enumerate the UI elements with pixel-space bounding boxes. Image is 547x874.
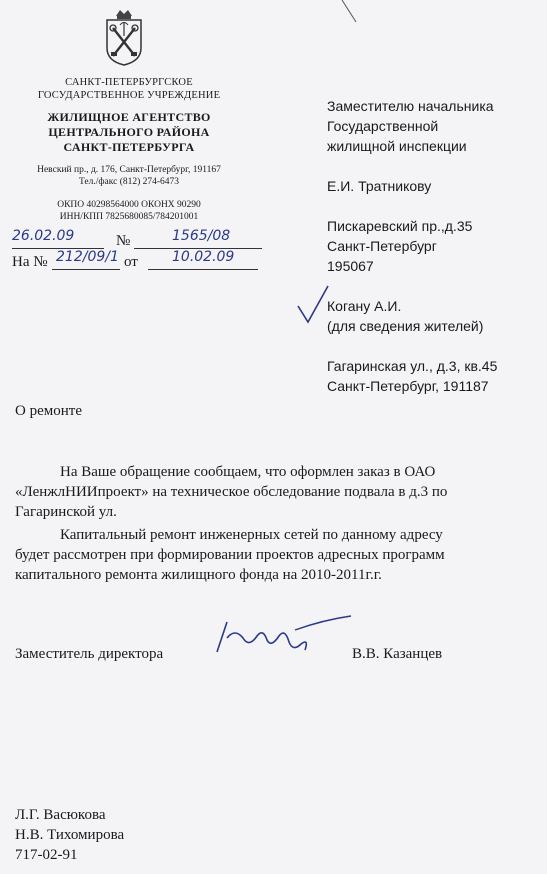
- org-name-line2: ЦЕНТРАЛЬНОГО РАЙОНА: [48, 125, 210, 139]
- recipient-line: Гагаринская ул., д.3, кв.45: [327, 358, 498, 374]
- ref-no-line: [52, 269, 120, 270]
- signer-position: Заместитель директора: [15, 646, 164, 662]
- check-mark-icon: [296, 284, 330, 324]
- body-p2-line2: будет рассмотрен при формировании проектов адресных программ: [15, 547, 445, 563]
- ref-no-handwritten: 212/09/1: [56, 249, 119, 265]
- recipient-line: Санкт-Петербург: [327, 238, 437, 254]
- org-type-line1: САНКТ-ПЕТЕРБУРГСКОЕ: [65, 77, 193, 88]
- recipient-line: Санкт-Петербург, 191187: [327, 378, 489, 394]
- recipient-block: [327, 96, 497, 396]
- body-p1-line3: Гагаринской ул.: [15, 504, 117, 520]
- signer-name: В.В. Казанцев: [352, 646, 443, 662]
- ref-from-handwritten: 10.02.09: [172, 249, 235, 265]
- recipient-line: Государственной: [327, 118, 439, 134]
- body-p2-line1: Капитальный ремонт инженерных сетей по данному адресу: [60, 527, 443, 543]
- corner-stroke-mark: [340, 0, 360, 24]
- subject: О ремонте: [15, 403, 82, 419]
- ref-from-label: от: [124, 254, 138, 270]
- executor-phone: 717-02-91: [15, 847, 78, 863]
- recipient-line: (для сведения жителей): [327, 318, 484, 334]
- org-inn: ИНН/КПП 7825680085/784201001: [59, 212, 199, 222]
- reg-no-label: №: [116, 233, 131, 249]
- ref-from-line: [148, 269, 258, 270]
- recipient-line: Е.И. Тратникову: [327, 178, 432, 194]
- executor-line2: Н.В. Тихомирова: [15, 827, 125, 843]
- reg-date-handwritten: 26.02.09: [12, 228, 75, 244]
- org-name-line1: ЖИЛИЩНОЕ АГЕНТСТВО: [47, 110, 211, 124]
- org-phone: Тел./факс (812) 274-6473: [78, 177, 180, 187]
- recipient-line: Когану А.И.: [327, 298, 402, 314]
- recipient-line: Заместителю начальника: [327, 98, 494, 114]
- org-address: Невский пр., д. 176, Санкт-Петербург, 191167: [37, 165, 221, 175]
- executor-line1: Л.Г. Васюкова: [15, 807, 106, 823]
- org-type-line2: ГОСУДАРСТВЕННОЕ УЧРЕЖДЕНИЕ: [37, 90, 221, 101]
- reg-no-handwritten: 1565/08: [172, 228, 231, 244]
- org-codes: ОКПО 40298564000 ОКОНХ 90290: [57, 200, 201, 210]
- body-p1-line1: На Ваше обращение сообщаем, что оформлен заказ в ОАО: [60, 464, 436, 480]
- recipient-line: Пискаревский пр.,д.35: [327, 218, 473, 234]
- body-p2-line3: капитального ремонта жилищного фонда на 2010-2011г.г.: [15, 567, 382, 583]
- handwritten-signature: [205, 608, 355, 660]
- org-name-line3: САНКТ-ПЕТЕРБУРГА: [63, 140, 195, 154]
- recipient-line: жилищной инспекции: [327, 138, 467, 154]
- recipient-line: 195067: [327, 258, 374, 274]
- ref-no-label: На №: [12, 254, 48, 270]
- body-p1-line2: «ЛенжлНИИпроект» на техническое обследование подвала в д.3 по: [15, 484, 448, 500]
- coat-of-arms-emblem: [104, 6, 144, 66]
